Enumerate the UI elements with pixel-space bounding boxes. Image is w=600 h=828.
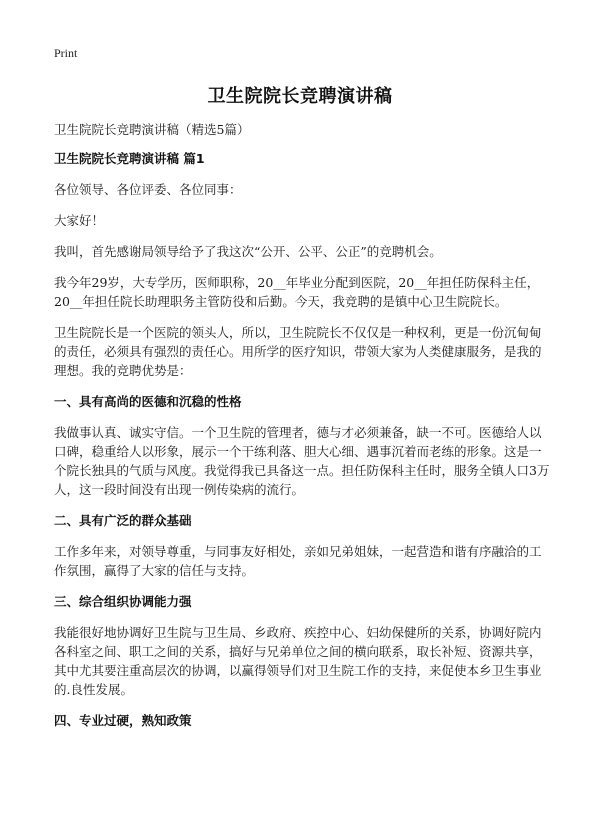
paragraph-role: 卫生院院长是一个医院的领头人，所以，卫生院院长不仅仅是一种权利，更是一份沉甸甸的责任，必须具有强烈的责任心。用所学的医疗知识，带领大家为人类健康服务，是我的理想。我的竞聘优势是： [54,325,542,378]
print-link[interactable]: Print [54,46,78,60]
heading-support: 二、具有广泛的群众基础 [54,513,192,528]
paragraph-intro: 我叫，首先感谢局领导给予了我这次“公开、公平、公正”的竞聘机会。 [54,244,442,259]
paragraph-background: 我今年29岁，大专学历，医师职称，20__年毕业分配到医院，20__年担任防保科主任，20__年担任院长助理职务主管防役和后勤。今天，我竞聘的是镇中心卫生院院长。 [54,275,540,309]
heading-expertise: 四、专业过硬，熟知政策 [54,713,192,728]
document-body [54,120,550,742]
page-title: 卫生院院长竞聘演讲稿 [207,86,393,107]
paragraph-coordination: 我能很好地协调好卫生院与卫生局、乡政府、疾控中心、妇幼保健所的关系，协调好院内各科室之间、职工之间的关系，搞好与兄弟单位之间的横向联系，取长补短、资源共享，其中尤其要注重高层次的协调，以赢得领导们对卫生院工作的支持，来促使本乡卫生事业的.良性发展。 [54,625,542,697]
paragraph-greeting: 大家好！ [54,213,105,228]
paragraph-ethics: 我做事认真、诚实守信。一个卫生院的管理者，德与才必须兼备，缺一不可。医德给人以口碑，稳重给人以形象，展示一个干练利落、胆大心细、遇事沉着而老练的形象。这是一个院长独具的气质与风度。我觉得我已具备这一点。担任防保科主任时，服务全镇人口3万人，这一段时间没有出现一例传染病的流行。 [54,425,550,497]
heading-coordination: 三、综合组织协调能力强 [54,594,192,609]
paragraph-salutation: 各位领导、各位评委、各位同事： [54,182,242,197]
document-subtitle: 卫生院院长竞聘演讲稿（精选5篇） [54,122,250,137]
paragraph-support: 工作多年来，对领导尊重，与同事友好相处，亲如兄弟姐妹，一起营造和谐有序融洽的工作氛围，赢得了大家的信任与支持。 [54,544,542,578]
section-title: 卫生院院长竞聘演讲稿 篇1 [54,151,205,166]
heading-ethics: 一、具有高尚的医德和沉稳的性格 [54,394,242,409]
